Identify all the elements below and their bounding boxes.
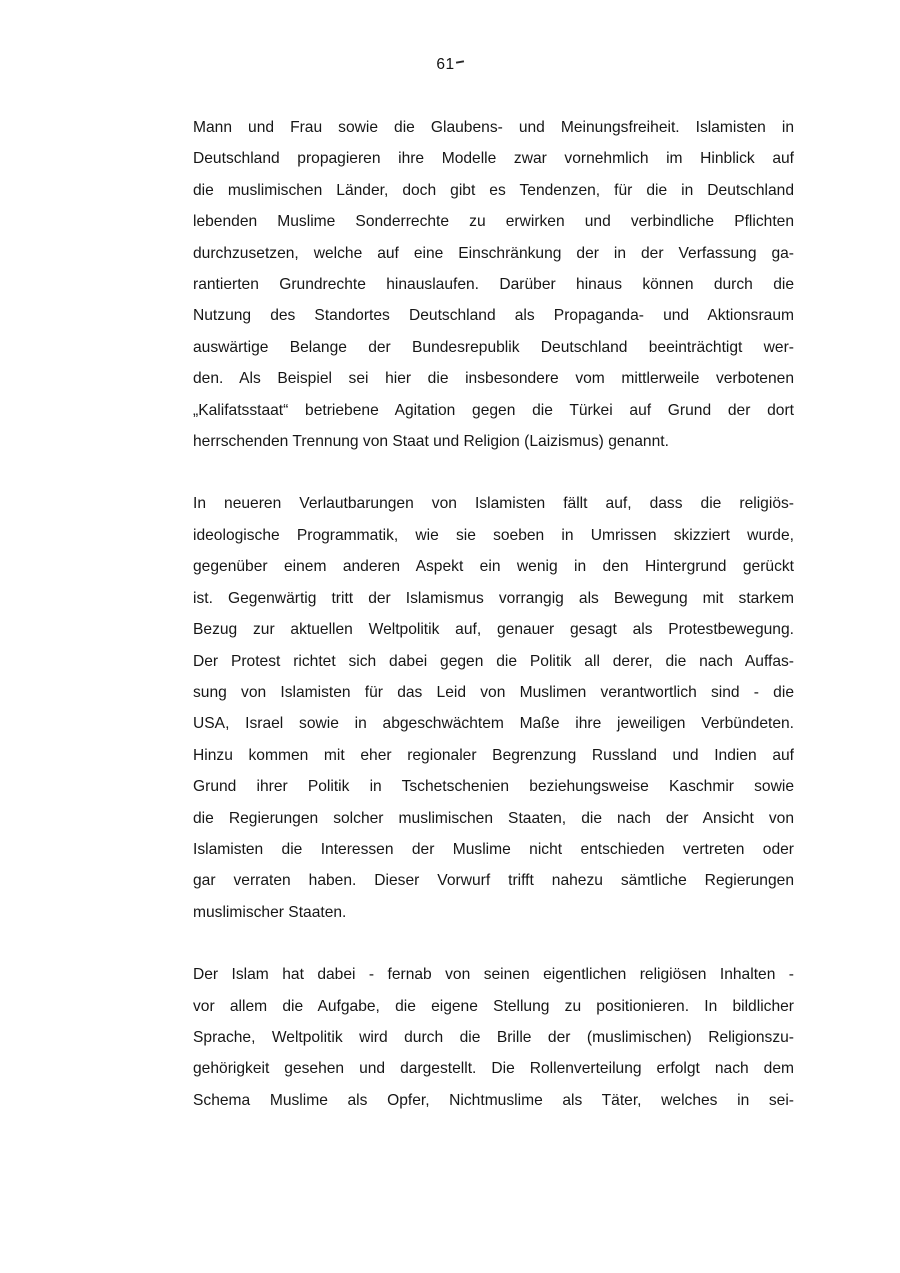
text-line: gehörigkeit gesehen und dargestellt. Die Rollenverteilung erfolgt nach dem — [193, 1060, 794, 1078]
text-line: die muslimischen Länder, doch gibt es Tendenzen, für die in Deutschland — [193, 181, 794, 199]
text-line: USA, Israel sowie in abgeschwächtem Maße ihre jeweiligen Verbündeten. — [193, 715, 794, 733]
text-line: Grund ihrer Politik in Tschetschenien beziehungsweise Kaschmir sowie — [193, 778, 794, 796]
text-line: ideologische Programmatik, wie sie soeben in Umrissen skizziert wurde, — [193, 526, 794, 544]
text-line: gegenüber einem anderen Aspekt ein wenig in den Hintergrund gerückt — [193, 558, 794, 576]
text-line: Islamisten die Interessen der Muslime nicht entschieden vertreten oder — [193, 840, 794, 858]
paragraph — [193, 488, 794, 928]
text-line: auswärtige Belange der Bundesrepublik Deutschland beeinträchtigt wer- — [193, 338, 794, 356]
text-line: vor allem die Aufgabe, die eigene Stellung zu positionieren. In bildlicher — [193, 997, 794, 1015]
text-body — [193, 112, 794, 1147]
text-line: Der Protest richtet sich dabei gegen die Politik all derer, die nach Auffas- — [193, 652, 794, 670]
page-number — [0, 56, 900, 74]
text-line: Der Islam hat dabei - fernab von seinen eigentlichen religiösen Inhalten - — [193, 966, 794, 984]
text-line: Hinzu kommen mit eher regionaler Begrenzung Russland und Indien auf — [193, 746, 794, 764]
text-line: Nutzung des Standortes Deutschland als Propaganda- und Aktionsraum — [193, 307, 794, 325]
text-line: sung von Islamisten für das Leid von Muslimen verantwortlich sind - die — [193, 683, 794, 701]
text-line: rantierten Grundrechte hinauslaufen. Darüber hinaus können durch die — [193, 276, 794, 294]
paragraph — [193, 112, 794, 457]
paragraph — [193, 959, 794, 1116]
text-line: den. Als Beispiel sei hier die insbesondere vom mittlerweile verbotenen — [193, 370, 794, 388]
page-number-text: 61 — [436, 56, 455, 73]
text-line: ist. Gegenwärtig tritt der Islamismus vorrangig als Bewegung mit starkem — [193, 589, 794, 607]
text-line: „Kalifatsstaat“ betriebene Agitation gegen die Türkei auf Grund der dort — [193, 401, 794, 419]
text-line: herrschenden Trennung von Staat und Religion (Laizismus) genannt. — [193, 433, 669, 451]
text-line: Deutschland propagieren ihre Modelle zwar vornehmlich im Hinblick auf — [193, 150, 794, 168]
text-line: die Regierungen solcher muslimischen Staaten, die nach der Ansicht von — [193, 809, 794, 827]
text-line: durchzusetzen, welche auf eine Einschränkung der in der Verfassung ga- — [193, 244, 794, 262]
text-line: Sprache, Weltpolitik wird durch die Brille der (muslimischen) Religionszu- — [193, 1028, 794, 1046]
text-line: muslimischer Staaten. — [193, 903, 347, 921]
text-line: Mann und Frau sowie die Glaubens- und Meinungsfreiheit. Islamisten in — [193, 119, 794, 136]
text-line: lebenden Muslime Sonderrechte zu erwirken und verbindliche Pflichten — [193, 213, 794, 231]
scan-artifact-mark — [456, 60, 464, 63]
text-line: Schema Muslime als Opfer, Nichtmuslime als Täter, welches in sei- — [193, 1091, 794, 1109]
text-line: In neueren Verlautbarungen von Islamisten fällt auf, dass die religiös- — [193, 495, 794, 513]
text-line: Bezug zur aktuellen Weltpolitik auf, genauer gesagt als Protestbewegung. — [193, 621, 794, 639]
text-line: gar verraten haben. Dieser Vorwurf trifft nahezu sämtliche Regierungen — [193, 872, 794, 890]
